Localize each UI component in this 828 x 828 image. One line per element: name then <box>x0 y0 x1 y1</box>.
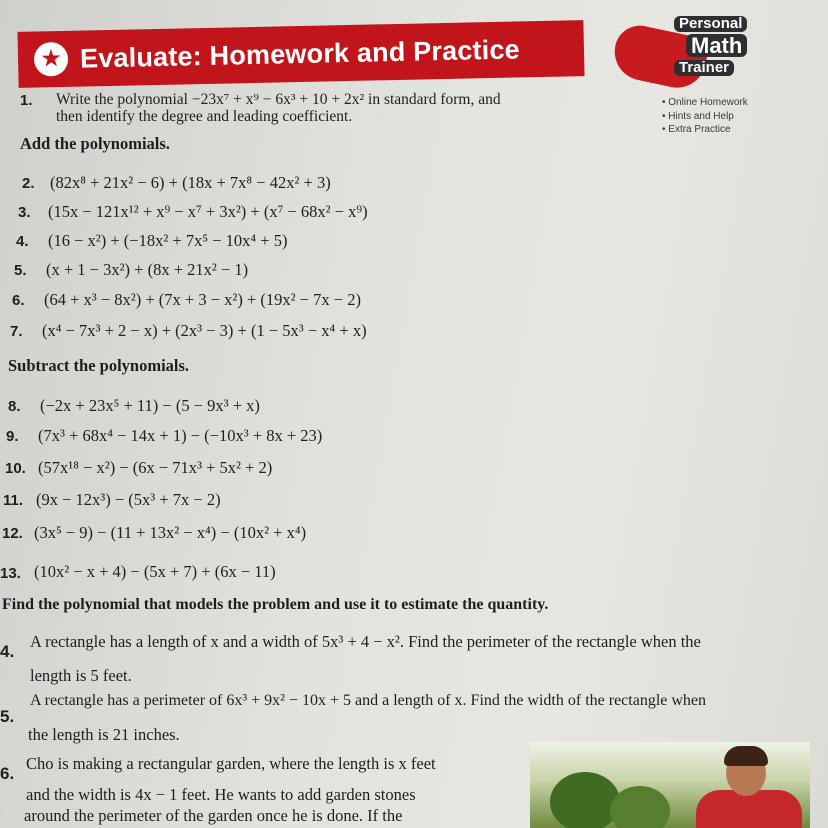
problem-expression: (7x³ + 68x⁴ − 14x + 1) − (−10x³ + 8x + 23) <box>38 426 323 445</box>
problem-expression: (10x² − x + 4) − (5x + 7) + (6x − 11) <box>34 562 276 581</box>
problem-expression: (57x¹⁸ − x²) − (6x − 71x³ + 5x² + 2) <box>38 458 273 477</box>
problem-number: 13. <box>0 565 21 582</box>
resource-hints-help: • Hints and Help <box>662 110 734 122</box>
problem-number: 12. <box>2 525 23 542</box>
section-heading-add: Add the polynomials. <box>20 134 170 153</box>
problem-number: 5. <box>14 262 27 279</box>
logo-word-trainer: Trainer <box>674 60 734 76</box>
page-title: Evaluate: Homework and Practice <box>79 33 521 74</box>
resource-list <box>662 96 748 137</box>
resource-online-homework: • Online Homework <box>662 97 748 108</box>
plant <box>550 772 620 828</box>
problem-number: 4. <box>0 642 15 661</box>
problem-number: 10. <box>5 460 26 477</box>
section-heading-model: Find the polynomial that models the problem and use it to estimate the quantity. <box>2 596 549 613</box>
problem-expression: (16 − x²) + (−18x² + 7x⁵ − 10x⁴ + 5) <box>48 231 288 250</box>
problem-number: 6. <box>0 764 15 783</box>
problem-text: then identify the degree and leading coefficient. <box>56 108 353 125</box>
problem-text: A rectangle has a perimeter of 6x³ + 9x² − 10x + 5 and a length of x. Find the width of the rectangle when <box>30 692 707 709</box>
problem-text: the length is 21 inches. <box>28 725 180 744</box>
problem-expression: (9x − 12x³) − (5x³ + 7x − 2) <box>36 490 221 509</box>
problem-number: 1. <box>20 92 33 109</box>
plant <box>610 786 670 828</box>
resource-extra-practice: • Extra Practice <box>662 124 731 135</box>
problem-number: 9. <box>6 428 19 445</box>
problem-number: 11. <box>3 492 24 509</box>
problem-number: 2. <box>22 175 35 192</box>
problem-text: Cho is making a rectangular garden, where the length is x feet <box>26 754 436 773</box>
problem-expression: (x⁴ − 7x³ + 2 − x) + (2x³ − 3) + (1 − 5x³ − x⁴ + x) <box>42 321 367 340</box>
garden-photo <box>530 742 810 828</box>
section-heading-subtract: Subtract the polynomials. <box>8 356 190 375</box>
section-banner <box>17 20 584 88</box>
logo-word-personal: Personal <box>674 16 747 32</box>
problem-expression: (3x⁵ − 9) − (11 + 13x² − x⁴) − (10x² + x⁴) <box>34 523 307 542</box>
problem-expression: (64 + x³ − 8x²) + (7x + 3 − x²) + (19x² − 7x − 2) <box>44 290 361 309</box>
problem-number: 3. <box>18 204 31 221</box>
problem-text: Write the polynomial −23x⁷ + x⁹ − 6x³ + 10 + 2x² in standard form, and <box>56 91 501 108</box>
person-hair <box>724 746 768 766</box>
problem-text: A rectangle has a length of x and a width of 5x³ + 4 − x². Find the perimeter of the rectangle when the <box>30 632 701 651</box>
personal-math-trainer-logo <box>608 14 768 84</box>
problem-expression: (82x⁸ + 21x² − 6) + (18x + 7x⁸ − 42x² + 3) <box>50 173 331 192</box>
problem-number: 8. <box>8 398 21 415</box>
problem-text: length is 5 feet. <box>30 666 132 685</box>
logo-word-math: Math <box>686 34 747 57</box>
problem-number: 5. <box>0 707 15 726</box>
problem-number: 6. <box>12 292 25 309</box>
problem-expression: (x + 1 − 3x²) + (8x + 21x² − 1) <box>46 260 249 279</box>
problem-number: 7. <box>10 323 23 340</box>
problem-expression: (−2x + 23x⁵ + 11) − (5 − 9x³ + x) <box>40 396 260 415</box>
problem-text: around the perimeter of the garden once he is done. If the <box>24 806 403 825</box>
problem-text: and the width is 4x − 1 feet. He wants to add garden stones <box>26 785 416 804</box>
problem-number: 4. <box>16 233 29 250</box>
star-icon: ★ <box>34 42 69 77</box>
problem-expression: (15x − 121x¹² + x⁹ − x⁷ + 3x²) + (x⁷ − 68x² − x⁹) <box>48 202 368 221</box>
